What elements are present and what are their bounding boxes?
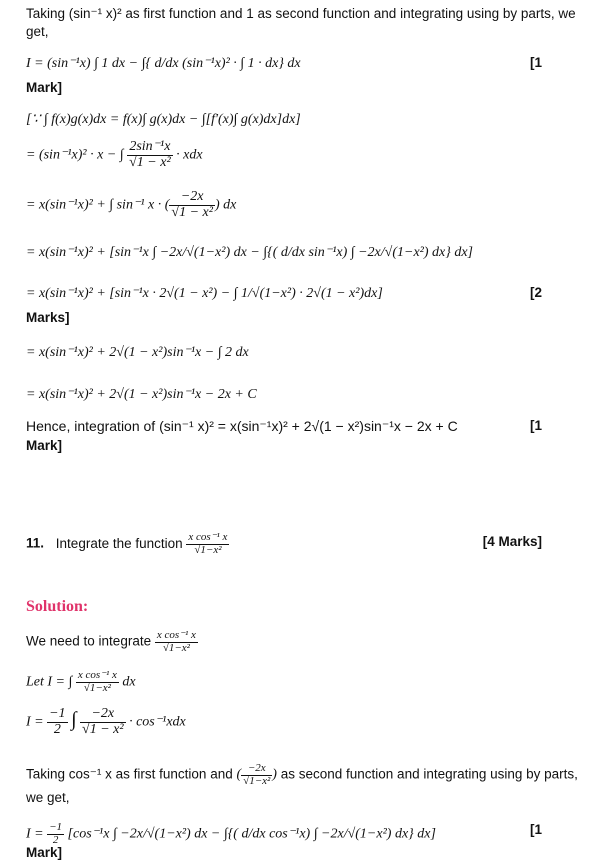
marks-label: [1: [529, 822, 542, 837]
numerator: x cos⁻¹ x: [156, 629, 196, 641]
question-text: Integrate the function: [55, 535, 183, 551]
question-line: [26, 532, 568, 556]
equation: dx: [223, 197, 237, 213]
marks-label: Mark]: [26, 845, 63, 860]
equation: = x(sin⁻¹x)² + [sin⁻¹x · 2√(1 − x²) − ∫ 1/√(1−x²) · 2√(1 − x²)dx]: [26, 286, 383, 301]
denominator: √1−x²: [162, 641, 190, 654]
equation: · cos⁻¹xdx: [129, 714, 186, 730]
fraction: [80, 707, 126, 737]
equation: Let I = ∫: [26, 674, 73, 690]
denominator: √1−x²: [243, 774, 271, 787]
marks-label: [1: [529, 55, 542, 70]
equation-line: = x(sin⁻¹x)² + 2√(1 − x²)sin⁻¹x − ∫ 2 dx: [26, 345, 249, 360]
fraction: [127, 140, 173, 170]
denominator: 2: [52, 833, 59, 846]
text-line: we get,: [26, 790, 70, 805]
marks-label: [1: [529, 418, 542, 433]
numerator: −2x: [241, 763, 272, 776]
numerator: 2sin⁻¹x: [127, 140, 173, 156]
marks-label: Marks]: [26, 310, 70, 325]
question-number: 11.: [26, 535, 45, 551]
numerator: −1: [49, 821, 63, 833]
equation: I =: [26, 714, 44, 730]
equation-line: [26, 55, 568, 72]
denominator: √1 − x²: [129, 154, 171, 170]
denominator: √1 − x²: [82, 721, 124, 737]
equation-line: = x(sin⁻¹x)² + [sin⁻¹x ∫ −2x/√(1−x²) dx − ∫{( d/dx sin⁻¹x) ∫ −2x/√(1−x²) dx} dx]: [26, 245, 473, 260]
fraction: [47, 707, 67, 737]
equation-line: = x(sin⁻¹x)² + 2√(1 − x²)sin⁻¹x − 2x + C: [26, 387, 257, 402]
marks-label: Mark]: [26, 80, 63, 95]
equation: I =: [26, 826, 44, 842]
equation: · xdx: [176, 147, 203, 163]
fraction: [186, 532, 229, 556]
equation-line: [26, 822, 568, 846]
solution-heading: Solution:: [26, 598, 89, 615]
equation-line: [∵ ∫ f(x)g(x)dx = f(x)∫ g(x)dx − ∫[f′(x)∫ g(x)dx]dx]: [26, 112, 301, 127]
equation: I = (sin⁻¹x) ∫ 1 dx − ∫{ d/dx (sin⁻¹x)² · ∫ 1 · dx} dx: [26, 56, 301, 71]
fraction: [155, 630, 198, 654]
denominator: √1−x²: [83, 681, 111, 694]
equation-line: [26, 285, 568, 302]
fraction: [169, 190, 215, 220]
equation: Hence, integration of (sin⁻¹ x)² = x(sin⁻¹x)² + 2√(1 − x²)sin⁻¹x − 2x + C: [26, 418, 458, 434]
solution-text: We need to integrate: [26, 633, 152, 649]
text-line: Taking (sin⁻¹ x)² as first function and 1 as second function and integrating using by parts, we: [26, 6, 576, 21]
numerator: x cos⁻¹ x: [188, 531, 228, 543]
equation: dx: [122, 674, 136, 690]
fraction: [76, 670, 119, 694]
text-line: [26, 630, 568, 654]
numerator: −2x: [169, 190, 215, 206]
denominator: √1−x²: [194, 543, 222, 556]
question-marks: [4 Marks]: [482, 534, 542, 549]
equation-line: [26, 140, 568, 170]
fraction: [241, 763, 272, 787]
solution-text: Taking cos⁻¹ x as first function and: [26, 766, 233, 782]
numerator: −1: [49, 706, 66, 721]
integral-sign: ∫: [71, 708, 77, 731]
equation: = x(sin⁻¹x)² + ∫ sin⁻¹ x ·: [26, 197, 165, 213]
equation-line: [26, 707, 568, 737]
equation: [cos⁻¹x ∫ −2x/√(1−x²) dx − ∫{( d/dx cos⁻¹x) ∫ −2x/√(1−x²) dx} dx]: [67, 826, 436, 842]
numerator: x cos⁻¹ x: [77, 669, 117, 681]
equation-line: = x(sin⁻¹x)² + ∫ sin⁻¹ x · ( $\frac{-2x}{\text{√1 − x²}}$ ) dx: [26, 189, 237, 220]
equation-line: [26, 418, 568, 436]
text-line: get,: [26, 24, 49, 39]
equation: = (sin⁻¹x)² · x − ∫: [26, 147, 124, 163]
text-line: Taking cos⁻¹ x as first function and ( $\frac{-2x}{\text{√1−x²}}$ ) as second function and integrating using by parts,: [26, 762, 578, 787]
solution-text: as second function and integrating using by parts,: [280, 766, 578, 782]
denominator: √1 − x²: [171, 204, 213, 220]
marks-label: [2: [529, 285, 542, 300]
fraction: [47, 822, 64, 846]
equation-line: [26, 670, 568, 694]
marks-label: Mark]: [26, 438, 63, 453]
denominator: 2: [53, 721, 61, 737]
numerator: −2x: [80, 707, 126, 723]
